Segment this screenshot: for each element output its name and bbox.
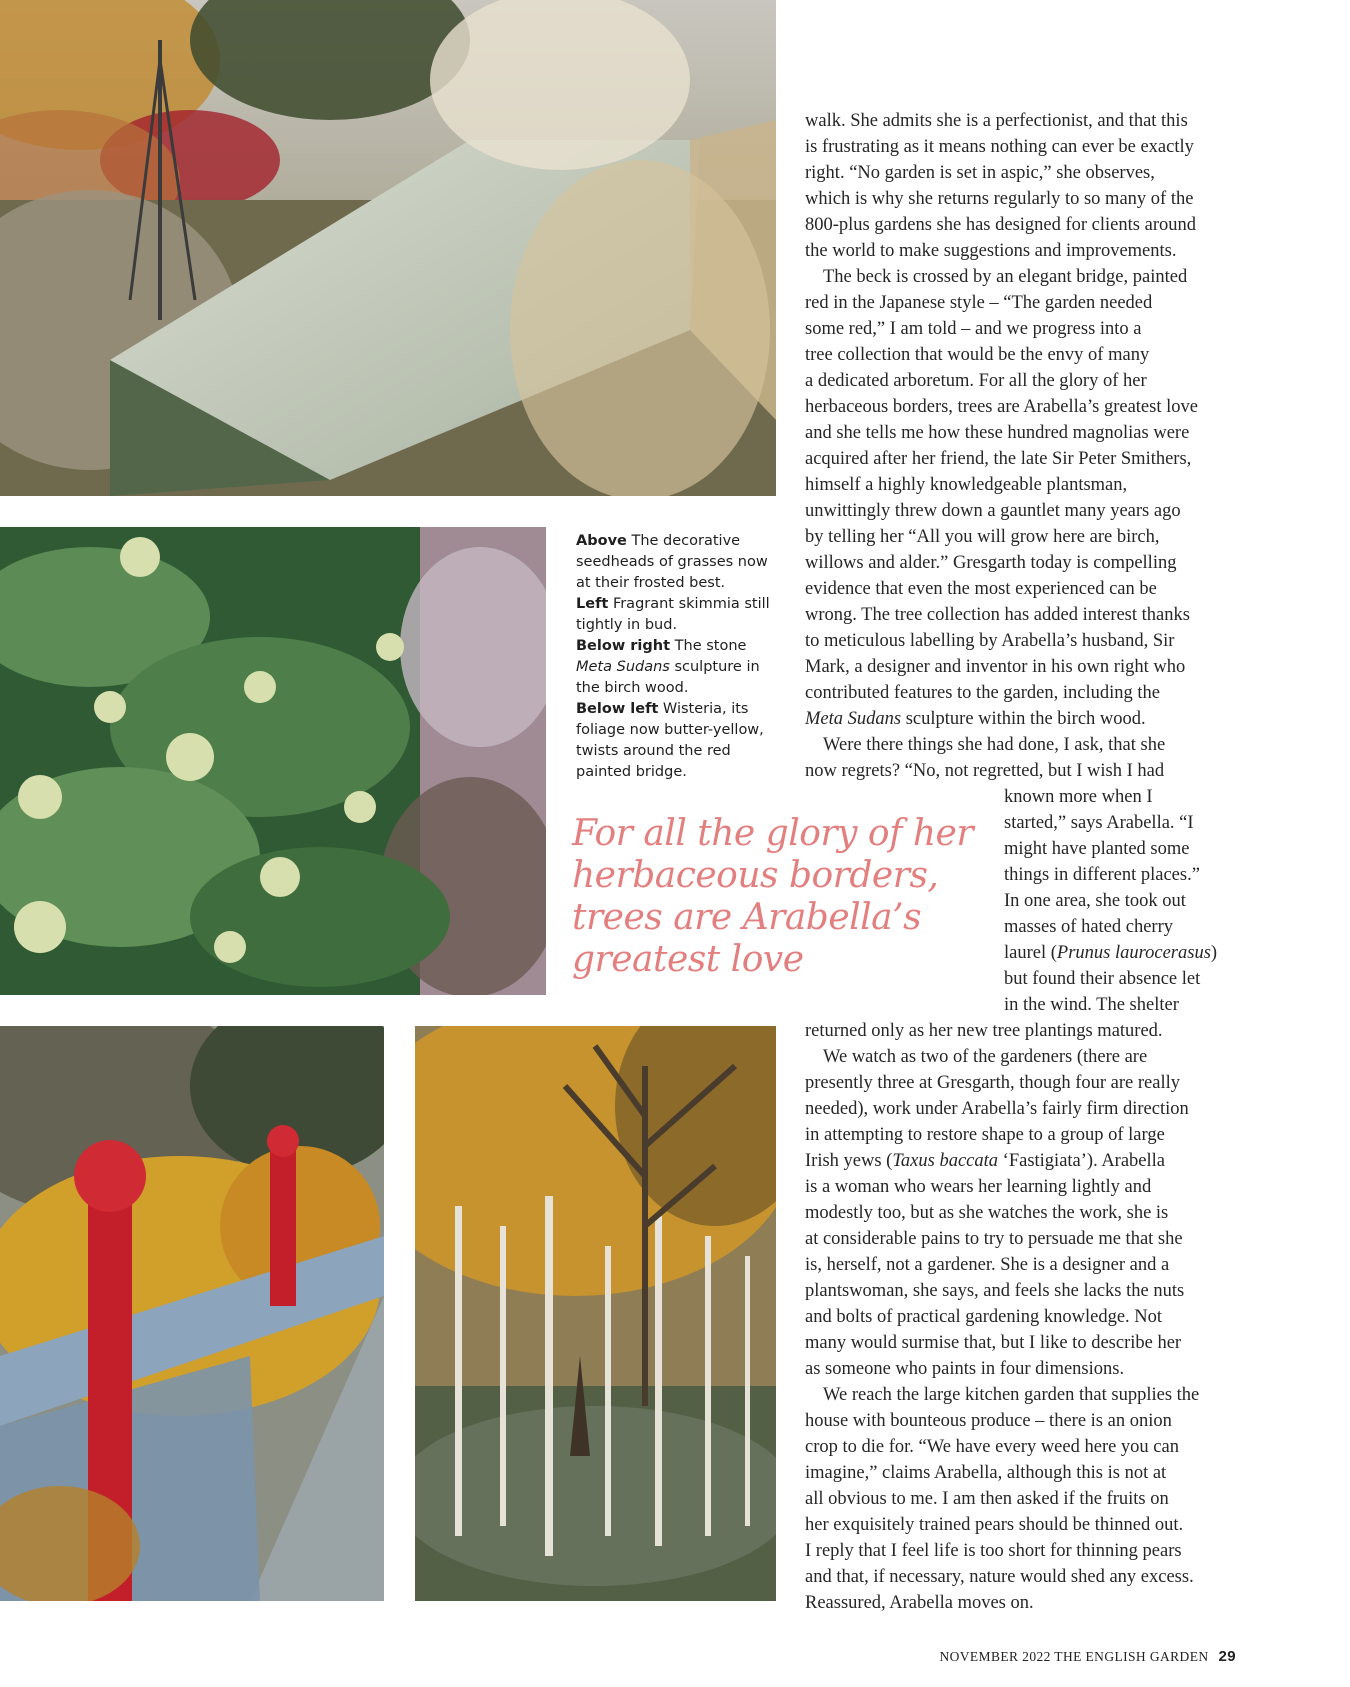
article-line: plantswoman, she says, and feels she lacks the nuts [805,1281,1185,1301]
article-line: things in different places.” [1004,865,1200,885]
article-line: walk. She admits she is a perfectionist, and that this [805,111,1188,131]
article-line: returned only as her new tree plantings matured. [805,1021,1163,1041]
caption-label-below-left: Below left [576,701,659,717]
pull-quote-line: greatest love [572,939,804,980]
article-line: in the wind. The shelter [1004,995,1179,1015]
article-line: presently three at Gresgarth, though four are really [805,1073,1180,1093]
article-line: crop to die for. “We have every weed here you can [805,1437,1179,1457]
caption-text-above: The decorative seedheads of grasses now at their frosted best. [576,533,768,591]
article-line: now regrets? “No, not regretted, but I wish I had [805,761,1165,781]
caption-label-below-right: Below right [576,638,671,654]
article-line: is, herself, not a gardener. She is a designer and a [805,1255,1170,1275]
article-line: evidence that even the most experienced can be [805,579,1157,599]
issue-label: NOVEMBER 2022 THE ENGLISH GARDEN [939,1649,1209,1664]
caption-text-below-left: Wisteria, its foliage now butter-yellow, twists around the red painted bridge. [576,701,764,780]
article-line: 800-plus gardens she has designed for clients around [805,215,1196,235]
pull-quote-line: trees are Arabella’s [572,897,922,938]
article-line: which is why she returns regularly to so many of the [805,189,1194,209]
article-line: is frustrating as it means nothing can ever be exactly [805,137,1194,157]
article-line: the world to make suggestions and improvements. [805,241,1177,261]
article-line: needed), work under Arabella’s fairly firm direction [805,1099,1189,1119]
article-line-part: Irish yews ( [805,1151,893,1171]
photo-caption [576,531,776,783]
article-column-top [805,108,1198,784]
article-line: known more when I [1004,787,1153,807]
photo-birch-wood [415,1026,776,1601]
pull-quote-line: For all the glory of her [572,813,974,854]
article-line: as someone who paints in four dimensions. [805,1359,1125,1379]
article-line: The beck is crossed by an elegant bridge, painted [823,267,1188,287]
article-line [805,1148,1199,1174]
article-line: willows and alder.” Gresgarth today is compelling [805,553,1177,573]
article-line: in attempting to restore shape to a group of large [805,1125,1165,1145]
photo-red-bridge [0,1026,384,1601]
article-line: I reply that I feel life is too short for thinning pears [805,1541,1182,1561]
article-column-narrow [1004,784,1217,1018]
article-line: to meticulous labelling by Arabella’s husband, Sir [805,631,1175,651]
caption-label-above: Above [576,533,627,549]
article-line: modestly too, but as she watches the work, she is [805,1203,1169,1223]
article-italic: Taxus baccata [892,1151,999,1171]
article-italic: Prunus laurocerasus [1056,943,1211,963]
article-line: acquired after her friend, the late Sir Peter Smithers, [805,449,1192,469]
page-footer [939,1648,1236,1665]
article-line: house with bounteous produce – there is an onion [805,1411,1172,1431]
article-line: all obvious to me. I am then asked if the fruits on [805,1489,1169,1509]
caption-label-left: Left [576,596,609,612]
article-line-part: ) [1210,943,1218,963]
article-line: masses of hated cherry [1004,917,1174,937]
article-line: unwittingly threw down a gauntlet many years ago [805,501,1181,521]
article-line: by telling her “All you will grow here are birch, [805,527,1160,547]
article-line: We reach the large kitchen garden that supplies the [823,1385,1200,1405]
article-line [805,706,1198,732]
page-number: 29 [1218,1648,1236,1665]
article-italic: Meta Sudans [805,709,902,729]
article-line: red in the Japanese style – “The garden needed [805,293,1153,313]
article-line: wrong. The tree collection has added interest thanks [805,605,1190,625]
caption-text-below-right-2: sculpture in the birch wood. [576,659,760,696]
article-line: started,” says Arabella. “I [1004,813,1194,833]
article-line: We watch as two of the gardeners (there are [823,1047,1148,1067]
article-line: many would surmise that, but I like to describe her [805,1333,1182,1353]
pull-quote [572,813,992,981]
article-line: at considerable pains to try to persuade me that she [805,1229,1183,1249]
article-line-part: laurel ( [1004,943,1057,963]
photo-frosted-grasses [0,0,776,496]
article-line: and bolts of practical gardening knowledge. Not [805,1307,1163,1327]
article-line: is a woman who wears her learning lightly and [805,1177,1152,1197]
article-line [1004,940,1217,966]
article-line: her exquisitely trained pears should be thinned out. [805,1515,1184,1535]
article-line: himself a highly knowledgeable plantsman, [805,475,1128,495]
article-line: might have planted some [1004,839,1190,859]
article-line-part: ‘Fastigiata’). Arabella [1002,1151,1165,1171]
article-column-bottom [805,1018,1199,1616]
article-line-part: sculpture within the birch wood. [905,709,1146,729]
article-line: and that, if necessary, nature would shed any excess. [805,1567,1194,1587]
caption-text-below-right-1: The stone [674,638,747,654]
article-line: a dedicated arboretum. For all the glory of her [805,371,1147,391]
article-line: but found their absence let [1004,969,1201,989]
caption-text-left: Fragrant skimmia still tightly in bud. [576,596,770,633]
article-line: Were there things she had done, I ask, that she [823,735,1166,755]
article-line: imagine,” claims Arabella, although this is not at [805,1463,1167,1483]
article-line: right. “No garden is set in aspic,” she observes, [805,163,1155,183]
caption-italic-sculpture: Meta Sudans [576,659,670,675]
article-line: some red,” I am told – and we progress into a [805,319,1142,339]
article-line: Mark, a designer and inventor in his own right who [805,657,1186,677]
article-line: In one area, she took out [1004,891,1186,911]
pull-quote-line: herbaceous borders, [572,855,939,896]
article-line: tree collection that would be the envy of many [805,345,1150,365]
article-line: herbaceous borders, trees are Arabella’s greatest love [805,397,1198,417]
article-line: contributed features to the garden, including the [805,683,1160,703]
photo-skimmia [0,527,546,995]
article-line: Reassured, Arabella moves on. [805,1593,1034,1613]
article-line: and she tells me how these hundred magnolias were [805,423,1190,443]
